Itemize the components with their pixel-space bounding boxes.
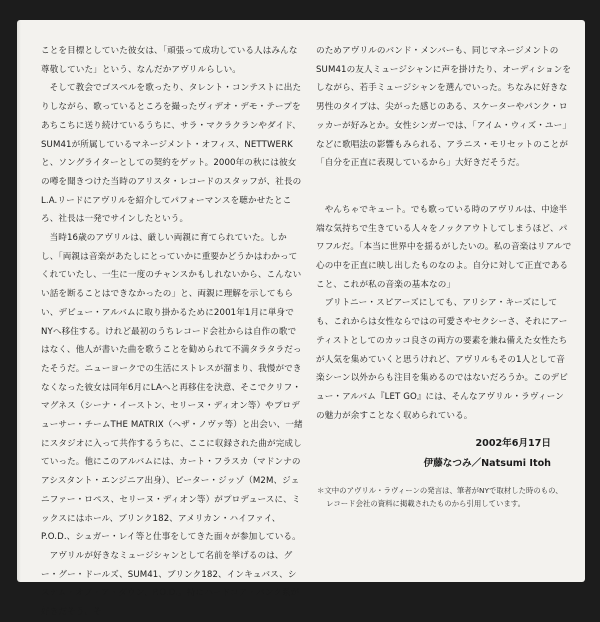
left-column — [41, 42, 303, 622]
footnote-line-2: レコード会社の資料に掲載されたものから引用しています。 — [326, 498, 525, 508]
footnote-line-1: ＊文中のアヴリル・ラヴィーンの発言は、筆者がNYで取材した時のもの、 — [317, 486, 563, 495]
right-column — [316, 42, 572, 425]
left-paragraph-3: 当時16歳のアヴリルは、厳しい両親に育てられていた。しかし、「両親は音楽があたしにとっていかに重要かどうかはわかってくれていたし、一生に一度のチャンスかもしれないから、こんないい話を断ることはできなかったの」と、両親に理解を示してもらい、デビュー・アルバムに取り掛かるために2001年1月に単身でNYへ移住する。けれど最初のうちレコード会社からは自作の歌ではなく、他人が書いた曲を歌うことを勧められて不満タラタラだったそうだ。ニューヨークでの生活にストレスが溜まり、我慢ができなくなった彼女は同年6月にLAへと再移住を決意、そこでクリフ・マグネス（シーナ・イーストン、セリーヌ・ディオン等）やプロデューサー・チームTHE MATRIX（ヘザ・ノヴァ等）と出会い、一緒にスタジオに入って共作するうちに、ここに収録された曲が完成していった。他にこのアルバムには、カート・フラスカ（マドンナのアシスタント・エンジニア出身）、ピーター・ジッゾ（M2M、ジェニファー・ロペス、セリーヌ・ディオン等）がプロデュースに、ミックスにはホール、ブリンク182、アメリカン・ハイファイ、P.O.D.、シュガー・レイ等と仕事をしてきた面々が参加している。 — [41, 233, 303, 543]
right-paragraph-1: のためアヴリルのバンド・メンバーも、同じマネージメントのSUM41の友人ミュージシャンに声を掛けたり、オーディションをしながら、若手ミュージシャンを選んでいった。ちなみに好きな男性のタイプは、尖がった感じのある、スケーターやパンク・ロッカーが好みとか。女性シンガーでは、「アイム・ウィズ・ユー」などに歌唱法の影響もみられる、アラニス・モリセットのことが「自分を正直に表現しているから」大好きだそうだ。 — [316, 46, 572, 169]
signature-date: 2002年6月17日 — [475, 438, 551, 449]
signature-author: 伊藤なつみ／Natsumi Itoh — [423, 458, 551, 469]
right-paragraph-2: やんちゃでキュート。でも歌っている時のアヴリルは、中途半端な気持ちで生きている人々をノックアウトしてしまうほど、パワフルだ。「本当に世界中を揺るがしたいの。私の音楽はリアルで心の中を正直に映し出したものなのよ。自分に対して正直であること、これが私の音楽の基本なの」 — [316, 204, 572, 290]
page-shadow — [17, 20, 21, 582]
signature-block — [424, 434, 551, 474]
left-paragraph-1: ことを目標としていた彼女は、「頑張って成功している人はみんな尊敬していた」という、なんだかアヴリルらしい。 — [41, 46, 298, 75]
footnote — [317, 485, 567, 510]
left-paragraph-2: そして教会でゴスペルを歌ったり、タレント・コンテストに出たりしながら、歌っているところを撮ったヴィデオ・デモ・テープをあちこちに送り続けているうちに、サラ・マクラクランやダイド、SUM41が所属しているマネージメント・オフィス、NETTWERKと、ソングライターとしての契約をゲット。2000年の秋には彼女の噂を聞きつけた当時のアリスタ・レコードのスタッフが、社長のL.A.リードにアヴリルを紹介してパフォーマンスを聴かせたところ、社長は一発でサインしたという。 — [41, 83, 302, 225]
left-paragraph-4: アヴリルが好きなミュージシャンとして名前を挙げるのは、グー・グー・ドールズ、SUM41、ブリンク182、インキュバス、システム・オブ・ア・ダウン、P.O.D.。特にハードコア・パンク系が好きだそう。そ — [41, 550, 300, 618]
paragraph-gap — [316, 173, 572, 201]
right-paragraph-3: ブリトニー・スピアーズにしても、アリシア・キーズにしても、これからは女性ならではの可愛さやセクシーさ、それにアーティストとしてのカッコ良さの両方の要素を兼ね備えた女性たちが人気を集めていくと思うけれど、アヴリルもその1人として音楽シーン以外からも注目を集めるのではないだろうか。このデビュー・アルバム『LET GO』には、そんなアヴリル・ラヴィーンの魅力が余すことなく収められている。 — [316, 298, 568, 421]
liner-notes-page — [17, 20, 585, 618]
